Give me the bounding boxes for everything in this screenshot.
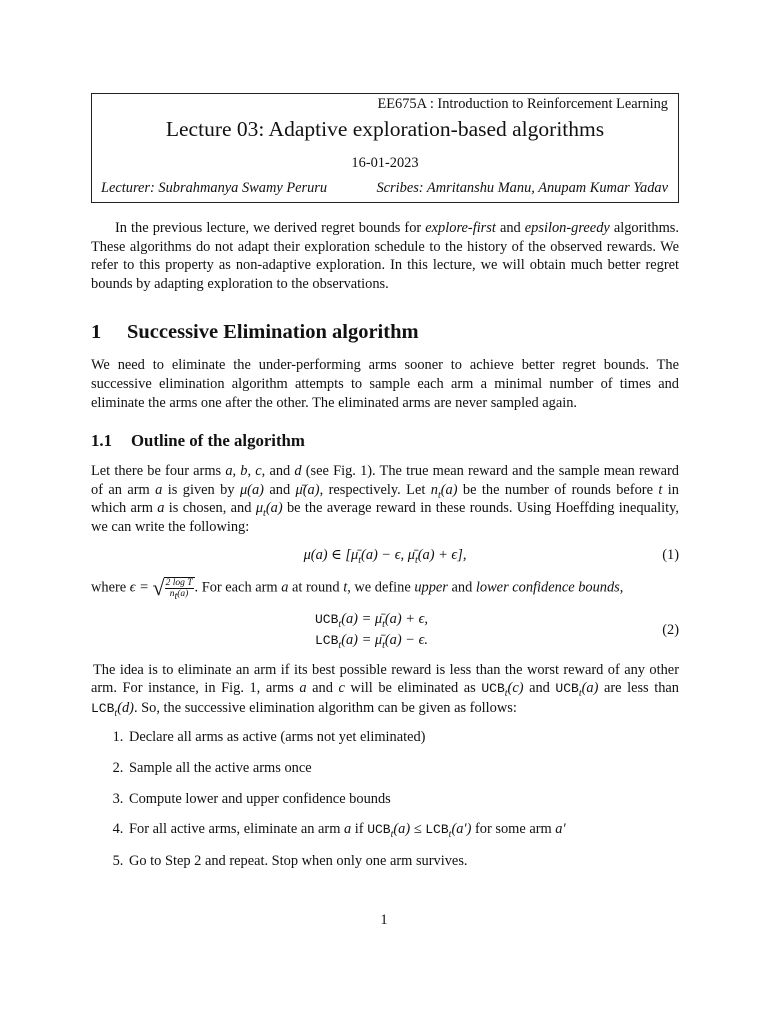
list-item: 1. Declare all arms as active (arms not yet eliminated) [127, 728, 679, 747]
scribes: Scribes: Amritanshu Manu, Anupam Kumar Yadav [376, 180, 668, 196]
subsection-heading: 1.1 Outline of the algorithm [91, 431, 305, 451]
equation-1: μ(a) ∈ [$\mū_t(a) - \epsilon$, $\mū_t(a) + \epsilon$], (1) [303, 546, 679, 566]
algorithm-steps [91, 728, 679, 870]
course-name: EE675A : Introduction to Reinforcement Learning [377, 96, 668, 112]
outline-paragraph: Let there be four arms a, b, c, and d (see Fig. 1). The true mean reward and the sample mean reward of an arm a is given by μ(a) and μ̄(a), respectively. Let $n_t(a)$ be the number of rounds before t in which arm a is chosen, and $\mu_t(a)$ be the average reward in these rounds. Using Hoeffding inequality, we can write the following: [91, 463, 679, 535]
lecture-date: 16-01-2023 [351, 155, 419, 171]
ucb-equation: $UCB_t(a)$ = $\mū_t(a) + \epsilon$, [315, 610, 428, 630]
equation-2 [91, 609, 679, 653]
page-number: 1 [380, 912, 388, 928]
equation-1-number: (1) [662, 546, 679, 563]
lecturer: Lecturer: Subrahmanya Swamy Peruru [101, 180, 328, 196]
sqrt-symbol: √ [152, 574, 165, 600]
explore-first-term: explore-first [425, 220, 496, 236]
section-heading: 1 Successive Elimination algorithm [91, 321, 419, 344]
section-paragraph: We need to eliminate the under-performing arms sooner to achieve better regret bounds. The successive elimination algorithm attempts to sample each arm a minimal number of times and eliminate the arms one after the other. The eliminated arms are never sampled again. [91, 357, 679, 411]
list-item: 2. Sample all the active arms once [127, 759, 679, 778]
list-item: 3. Compute lower and upper confidence bounds [127, 790, 679, 809]
list-item: 5. Go to Step 2 and repeat. Stop when only one arm survives. [127, 852, 679, 871]
list-item: 4. For all active arms, eliminate an arm a if $UCB_t(a) \le LCB_t(a')$ for some arm a′ [127, 820, 679, 840]
epsilon-definition: where ϵ = √ $\frac{\text{2 log T}}{n_t(a)}$ . For each arm a at round t, we define upper and lower confidence bounds, [91, 574, 624, 602]
lecture-header-box [91, 93, 679, 203]
intro-paragraph: In the previous lecture, we derived regret bounds for explore-first and epsilon-greedy algorithms. These algorithms do not adapt their exploration schedule to the history of the observed rewards. We refer to this property as non-adaptive exploration. In this lecture, we will obtain much better regret bounds by adapting exploration to the observations. [91, 220, 679, 292]
epsilon-greedy-term: epsilon-greedy [524, 220, 610, 236]
lcb-equation: $LCB_t(a)$ = $\mū_t(a) - \epsilon$. [315, 631, 428, 651]
equation-2-number: (2) [662, 621, 679, 638]
lecture-title: Lecture 03: Adaptive exploration-based algorithms [165, 117, 605, 141]
page [91, 93, 679, 882]
idea-paragraph: The idea is to eliminate an arm if its best possible reward is less than the worst reward of any other arm. For instance, in Fig. 1, arms a and c will be eliminated as $UCB_t(c)$ and $UCB_t(a)$ are less than $LCB_t(d)$. So, the successive elimination algorithm can be given as follows: [91, 661, 679, 719]
